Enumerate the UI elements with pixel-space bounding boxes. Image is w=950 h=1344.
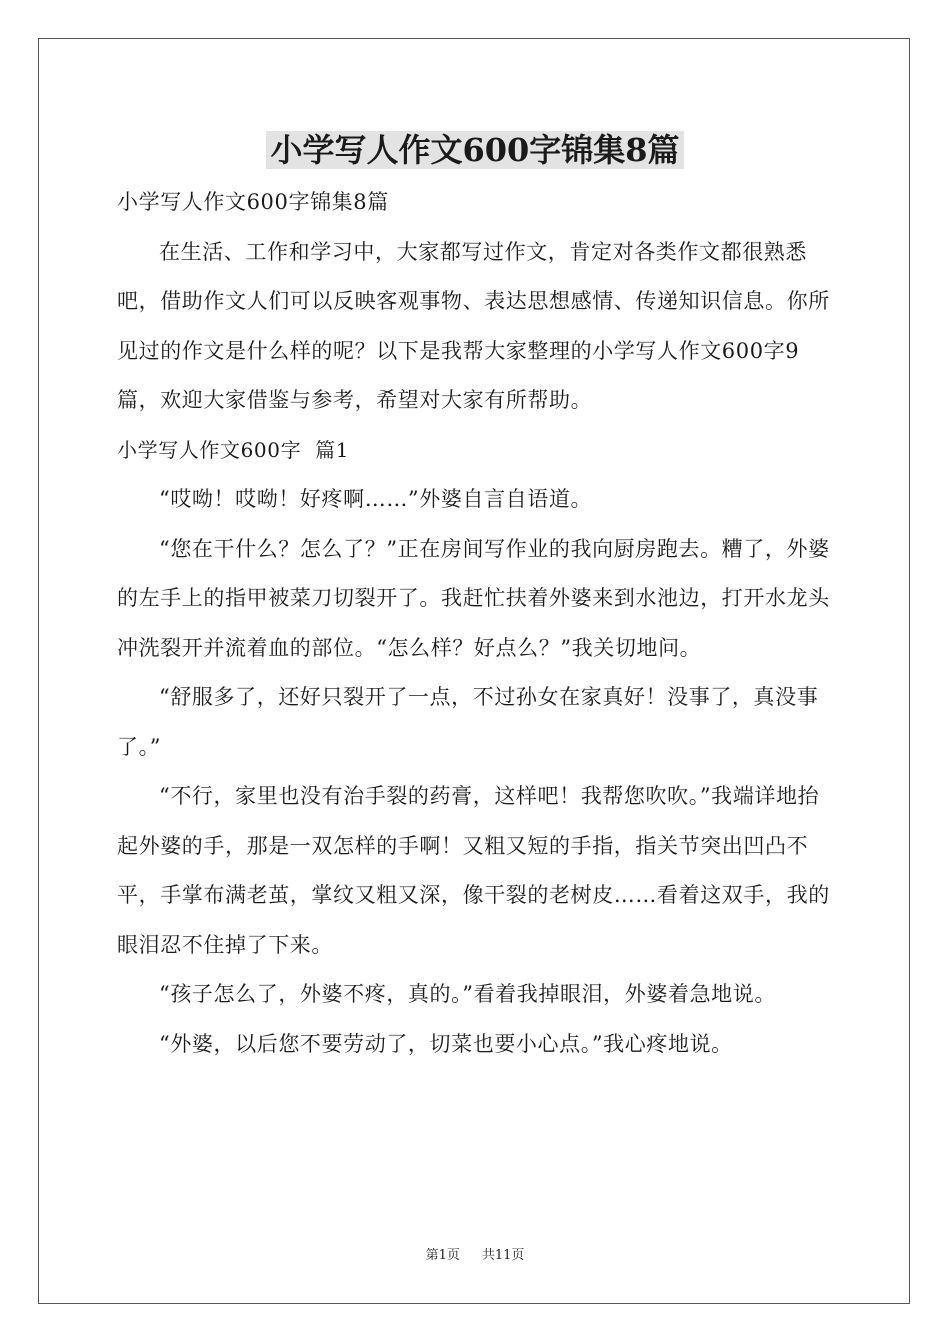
body-paragraph: “孩子怎么了，外婆不疼，真的。”看着我掉眼泪，外婆着急地说。 xyxy=(159,982,776,1006)
document-title-text: 小学写人作文600字锦集8篇 xyxy=(266,131,683,169)
body-paragraph: “外婆，以后您不要劳动了，切菜也要小心点。”我心疼地说。 xyxy=(159,1031,733,1056)
page-total: 共11页 xyxy=(481,1248,525,1263)
body-paragraph: “哎呦！哎呦！好疼啊……”外婆自言自语道。 xyxy=(159,487,593,511)
document-subtitle: 小学写人作文600字锦集8篇 xyxy=(117,190,389,214)
document-body xyxy=(117,178,833,1069)
intro-paragraph: 在生活、工作和学习中，大家都写过作文，肯定对各类作文都很熟悉吧，借助作文人们可以反映客观事物、表达思想感情、传递知识信息。你所见过的作文是什么样的呢？以下是我帮大家整理的小学写人作文600字9篇，欢迎大家借鉴与参考，希望对大家有所帮助。 xyxy=(117,239,830,412)
section-heading: 小学写人作文600字 篇1 xyxy=(117,437,350,462)
body-paragraph: “不行，家里也没有治手裂的药膏，这样吧！我帮您吹吹。”我端详地抬起外婆的手，那是一双怎样的手啊！又粗又短的手指，指关节突出凹凸不平，手掌布满老茧，掌纹又粗又深，像干裂的老树皮……看着这双手，我的眼泪忍不住掉了下来。 xyxy=(117,784,830,957)
body-paragraph: “舒服多了，还好只裂开了一点，不过孙女在家真好！没事了，真没事了。” xyxy=(117,685,819,759)
page-footer xyxy=(0,1246,950,1266)
body-paragraph: “您在干什么？怎么了？”正在房间写作业的我向厨房跑去。糟了，外婆的左手上的指甲被菜刀切裂开了。我赶忙扶着外婆来到水池边，打开水龙头冲洗裂开并流着血的部位。“怎么样？好点么？”我关切地问。 xyxy=(117,536,830,660)
document-title xyxy=(0,122,950,178)
page-number: 第1页 xyxy=(425,1248,460,1263)
